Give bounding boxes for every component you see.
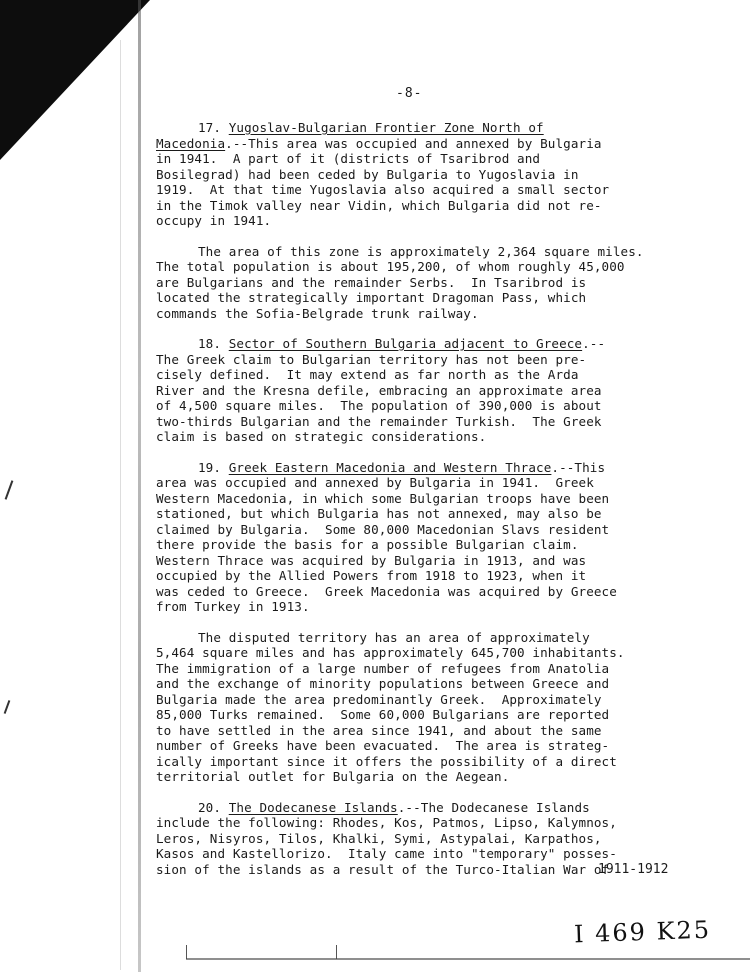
text-line: 1919. At that time Yugoslavia also acquired a small sector bbox=[156, 182, 610, 197]
text-line: occupied by the Allied Powers from 1918 to 1923, when it bbox=[156, 568, 587, 583]
text-line: are Bulgarians and the remainder Serbs. In Tsaribrod is bbox=[156, 274, 587, 290]
text-line: Kasos and Kastellorizo. Italy came into "temporary" posses- bbox=[156, 846, 617, 861]
text-line: and the exchange of minority populations between Greece and bbox=[156, 676, 610, 691]
text-line: 85,000 Turks remained. Some 60,000 Bulgarians are reported bbox=[156, 707, 610, 722]
text-line: number of Greeks have been evacuated. The area is strateg- bbox=[156, 738, 610, 753]
section-heading: Greek Eastern Macedonia and Western Thrace bbox=[228, 459, 552, 475]
text-line: The area of this zone is approximately 2,364 square miles. bbox=[198, 243, 644, 259]
text-line: Bulgaria made the area predominantly Greek. Approximately bbox=[156, 691, 602, 707]
text-line: stationed, but which Bulgaria has not annexed, may also be bbox=[156, 506, 602, 521]
scan-edge-line bbox=[120, 40, 121, 970]
text-line bbox=[156, 460, 746, 476]
text-line: in 1941. A part of it (districts of Tsaribrod and bbox=[156, 151, 541, 166]
scan-mark bbox=[5, 480, 14, 499]
text-line: was ceded to Greece. Greek Macedonia was acquired by Greece bbox=[156, 583, 617, 599]
text-fragment: .--The Dodecanese Islands bbox=[397, 799, 590, 815]
text-fragment: .--This area was occupied and annexed by Bulgaria bbox=[225, 135, 602, 151]
page-number: -8- bbox=[396, 86, 423, 101]
scan-mark bbox=[336, 945, 337, 959]
text-fragment: .-- bbox=[582, 336, 606, 351]
section-number: 18. bbox=[198, 336, 222, 351]
text-line bbox=[156, 120, 746, 136]
text-line: River and the Kresna defile, embracing an approximate area bbox=[156, 382, 602, 398]
text-line: claim is based on strategic considerations. bbox=[156, 429, 487, 444]
text-line: ically important since it offers the possibility of a direct bbox=[156, 753, 617, 769]
text-line: there provide the basis for a possible Bulgarian claim. bbox=[156, 537, 579, 552]
text-line: The immigration of a large number of refugees from Anatolia bbox=[156, 660, 610, 676]
text-fragment: .--This bbox=[551, 459, 606, 475]
section-number: 17. bbox=[198, 120, 222, 135]
section-heading: Macedonia bbox=[156, 135, 226, 151]
text-line: of 4,500 square miles. The population of 390,000 is about bbox=[156, 398, 602, 413]
section-heading: The Dodecanese Islands bbox=[228, 799, 398, 815]
scan-mark bbox=[186, 945, 187, 959]
paragraph-19 bbox=[156, 460, 746, 615]
text-line: sion of the islands as a result of the Turco-Italian War of bbox=[156, 861, 610, 877]
text-line: Bosilegrad) had been ceded by Bulgaria to Yugoslavia in bbox=[156, 166, 579, 182]
paragraph-18 bbox=[156, 336, 746, 445]
paragraph-19-population bbox=[156, 630, 746, 785]
text-line bbox=[156, 800, 746, 816]
document-body bbox=[156, 120, 746, 892]
handwritten-archive-mark: I 469 K25 bbox=[573, 915, 712, 949]
text-line: located the strategically important Dragoman Pass, which bbox=[156, 290, 587, 305]
text-line: The disputed territory has an area of approximately bbox=[198, 629, 590, 645]
text-line: in the Timok valley near Vidin, which Bulgaria did not re- bbox=[156, 197, 602, 213]
text-line: to have settled in the area since 1941, and about the same bbox=[156, 722, 602, 738]
text-line: territorial outlet for Bulgaria on the Aegean. bbox=[156, 769, 510, 784]
text-line: The Greek claim to Bulgarian territory has not been pre- bbox=[156, 351, 587, 367]
text-line: commands the Sofia-Belgrade trunk railway. bbox=[156, 305, 479, 321]
section-number: 20. bbox=[198, 799, 222, 815]
text-line: Leros, Nisyros, Tilos, Khalki, Symi, Astypalai, Karpathos, bbox=[156, 830, 602, 846]
text-line bbox=[156, 136, 746, 152]
text-line: cisely defined. It may extend as far north as the Arda bbox=[156, 367, 579, 382]
text-line: two-thirds Bulgarian and the remainder Turkish. The Greek bbox=[156, 413, 602, 429]
text-line: claimed by Bulgaria. Some 80,000 Macedonian Slavs resident bbox=[156, 521, 610, 537]
scan-bottom-edge bbox=[186, 958, 750, 960]
section-heading: Yugoslav-Bulgarian Frontier Zone North of bbox=[228, 120, 544, 135]
paragraph-17 bbox=[156, 120, 746, 229]
text-line: area was occupied and annexed by Bulgaria in 1941. Greek bbox=[156, 475, 594, 490]
scan-dark-corner bbox=[0, 0, 150, 160]
text-line: 5,464 square miles and has approximately 645,700 inhabitants. bbox=[156, 645, 625, 660]
section-number: 19. bbox=[198, 459, 222, 475]
text-line: The total population is about 195,200, of whom roughly 45,000 bbox=[156, 259, 625, 274]
text-line: from Turkey in 1913. bbox=[156, 599, 310, 614]
text-line: include the following: Rhodes, Kos, Patmos, Lipso, Kalymnos, bbox=[156, 815, 617, 830]
section-heading: Sector of Southern Bulgaria adjacent to Greece bbox=[228, 336, 583, 351]
paragraph-17-population bbox=[156, 244, 746, 322]
continuation-footer: 1911-1912 bbox=[598, 862, 669, 877]
scan-binding-shadow bbox=[138, 0, 141, 972]
text-line: Western Thrace was acquired by Bulgaria in 1913, and was bbox=[156, 552, 587, 568]
text-line bbox=[156, 336, 746, 352]
scan-mark bbox=[4, 700, 11, 714]
text-line: Western Macedonia, in which some Bulgarian troops have been bbox=[156, 490, 610, 506]
text-line: occupy in 1941. bbox=[156, 213, 272, 228]
